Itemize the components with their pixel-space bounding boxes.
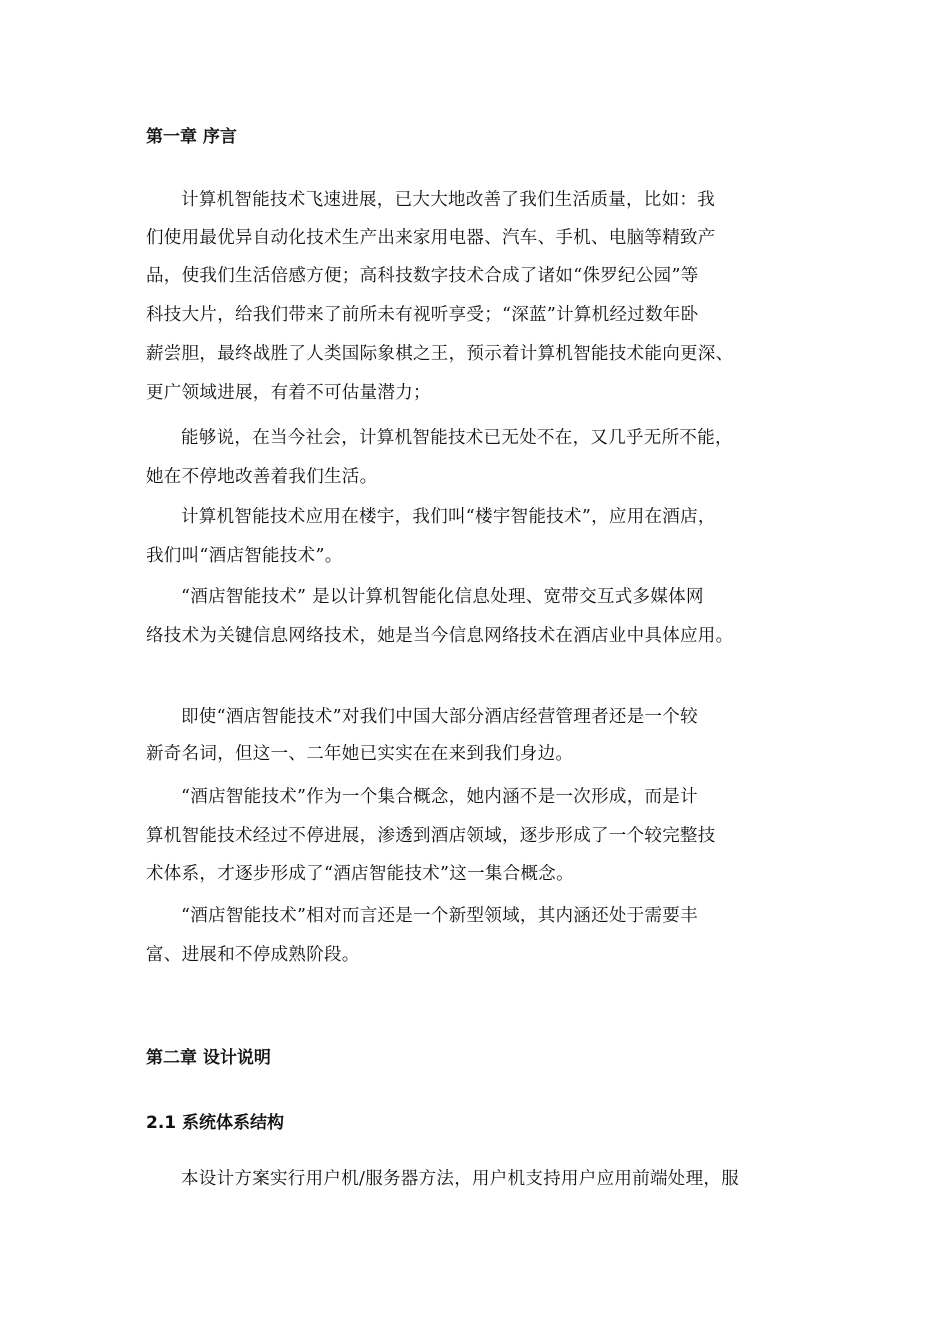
paragraph-line: 我们叫“酒店智能技术”。 xyxy=(146,546,343,566)
paragraph-line: 薪尝胆，最终战胜了人类国际象棋之王，预示着计算机智能技术能向更深、 xyxy=(146,344,734,364)
paragraph-line: 科技大片，给我们带来了前所未有视听享受；“深蓝”计算机经过数年卧 xyxy=(146,305,699,325)
paragraph-line: 她在不停地改善着我们生活。 xyxy=(146,467,378,487)
paragraph-line: 能够说，在当今社会，计算机智能技术已无处不在，又几乎无所不能， xyxy=(181,428,733,448)
paragraph-line: 本设计方案实行用户机/服务器方法，用户机支持用户应用前端处理，服 xyxy=(181,1169,739,1189)
paragraph-line: 计算机智能技术飞速进展，已大大地改善了我们生活质量，比如：我 xyxy=(181,190,715,210)
paragraph-line: “酒店智能技术”相对而言还是一个新型领域，其内涵还处于需要丰 xyxy=(181,906,698,926)
paragraph-line: 算机智能技术经过不停进展，渗透到酒店领域，逐步形成了一个较完整技 xyxy=(146,826,716,846)
paragraph-line: “酒店智能技术”作为一个集合概念，她内涵不是一次形成，而是计 xyxy=(181,787,698,807)
paragraph-line: 品，使我们生活倍感方便；高科技数字技术合成了诸如“侏罗纪公园”等 xyxy=(146,266,699,286)
paragraph-line: 络技术为关键信息网络技术，她是当今信息网络技术在酒店业中具体应用。 xyxy=(146,626,734,646)
paragraph-line: 新奇名词，但这一、二年她已实实在在来到我们身边。 xyxy=(146,744,574,764)
paragraph-line: 更广领域进展，有着不可估量潜力； xyxy=(146,383,431,403)
paragraph-line: 术体系，才逐步形成了“酒店智能技术”这一集合概念。 xyxy=(146,864,574,884)
paragraph-line: “酒店智能技术” 是以计算机智能化信息处理、宽带交互式多媒体网 xyxy=(181,587,704,607)
paragraph-line: 们使用最优异自动化技术生产出来家用电器、汽车、手机、电脑等精致产 xyxy=(146,228,716,248)
chapter-2-title: 第二章 设计说明 xyxy=(146,1048,271,1068)
section-2-1-title: 2.1 系统体系结构 xyxy=(146,1113,285,1133)
paragraph-line: 即使“酒店智能技术”对我们中国大部分酒店经营管理者还是一个较 xyxy=(181,707,698,727)
chapter-1-title: 第一章 序言 xyxy=(146,127,237,147)
paragraph-line: 计算机智能技术应用在楼宇，我们叫“楼宇智能技术”，应用在酒店， xyxy=(181,507,716,527)
paragraph-line: 富、进展和不停成熟阶段。 xyxy=(146,945,360,965)
